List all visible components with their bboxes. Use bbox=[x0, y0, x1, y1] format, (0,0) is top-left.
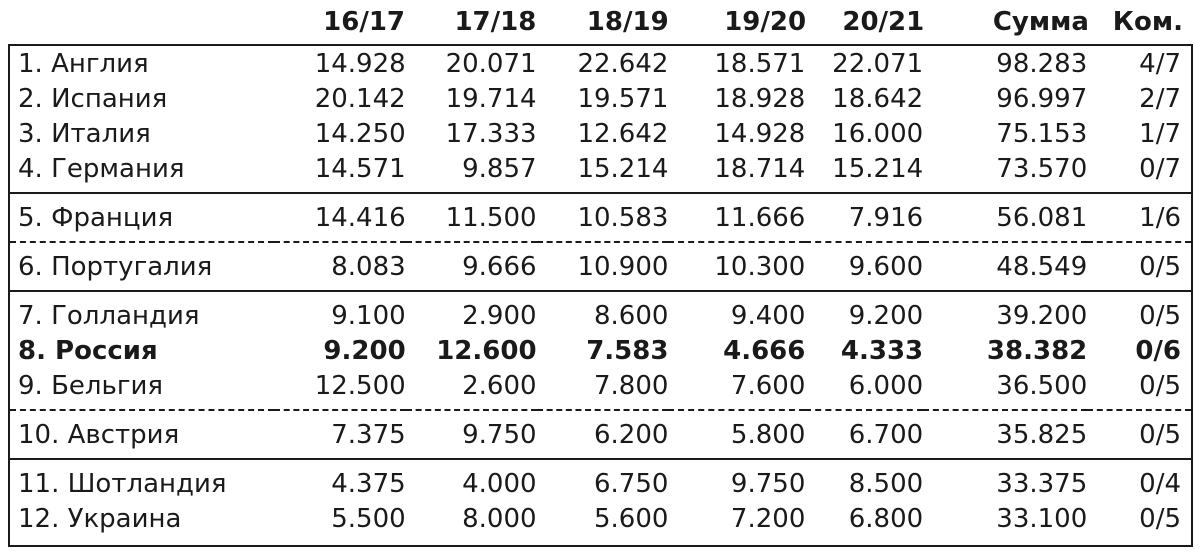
country-name: 9. Бельгия bbox=[18, 370, 164, 401]
value-teams: 4/7 bbox=[1139, 48, 1181, 79]
value-17-18: 20.071 bbox=[445, 48, 537, 79]
value-20-21: 4.333 bbox=[840, 335, 924, 366]
value-17-18: 2.600 bbox=[462, 370, 537, 401]
value-20-21: 16.000 bbox=[832, 118, 924, 149]
value-16-17: 4.375 bbox=[274, 459, 406, 501]
value-19-20: 9.750 bbox=[668, 459, 805, 501]
value-16-17: 14.928 bbox=[314, 48, 406, 79]
value-20-21: 6.800 bbox=[848, 503, 924, 534]
country-name: 3. Италия bbox=[18, 118, 151, 149]
value-16-17: 14.571 bbox=[314, 153, 406, 184]
value-16-17: 9.200 bbox=[323, 335, 406, 366]
value-18-19: 10.583 bbox=[537, 193, 669, 242]
value-19-20: 4.666 bbox=[723, 335, 806, 366]
value-18-19: 15.214 bbox=[577, 153, 669, 184]
value-teams: 0/4 bbox=[1087, 459, 1191, 501]
value-19-20: 7.600 bbox=[730, 370, 806, 401]
value-20-21: 22.071 bbox=[832, 48, 924, 79]
value-sum: 48.549 bbox=[923, 242, 1087, 291]
country-name: 10. Австрия bbox=[10, 410, 274, 459]
value-20-21: 9.200 bbox=[805, 291, 923, 333]
value-16-17: 5.500 bbox=[331, 503, 406, 534]
value-18-19: 12.642 bbox=[577, 118, 669, 149]
value-19-20: 18.928 bbox=[714, 83, 806, 114]
value-17-18: 8.000 bbox=[462, 503, 537, 534]
value-teams: 0/7 bbox=[1139, 153, 1181, 184]
value-17-18: 9.666 bbox=[406, 242, 537, 291]
value-17-18: 17.333 bbox=[445, 118, 537, 149]
value-20-21: 8.500 bbox=[805, 459, 923, 501]
country-name: 11. Шотландия bbox=[10, 459, 274, 501]
value-16-17: 9.100 bbox=[274, 291, 406, 333]
value-teams: 0/5 bbox=[1139, 370, 1181, 401]
table-row[interactable] bbox=[10, 291, 1191, 333]
table-row[interactable] bbox=[10, 368, 1191, 410]
table-row[interactable] bbox=[10, 242, 1191, 291]
value-17-18: 4.000 bbox=[406, 459, 537, 501]
value-19-20: 5.800 bbox=[668, 410, 805, 459]
value-18-19: 7.583 bbox=[586, 335, 669, 366]
value-20-21: 18.642 bbox=[832, 83, 924, 114]
header-empty bbox=[8, 0, 273, 44]
value-18-19: 5.600 bbox=[594, 503, 669, 534]
table-header bbox=[8, 0, 1193, 44]
value-sum: 56.081 bbox=[923, 193, 1087, 242]
value-20-21: 6.000 bbox=[848, 370, 924, 401]
value-16-17: 8.083 bbox=[274, 242, 406, 291]
value-20-21: 15.214 bbox=[832, 153, 924, 184]
value-19-20: 18.571 bbox=[714, 48, 806, 79]
value-19-20: 9.400 bbox=[668, 291, 805, 333]
value-sum: 35.825 bbox=[923, 410, 1087, 459]
header-sum[interactable]: Сумма bbox=[992, 7, 1089, 37]
value-16-17: 14.250 bbox=[314, 118, 406, 149]
value-16-17: 7.375 bbox=[274, 410, 406, 459]
country-name: 6. Португалия bbox=[10, 242, 274, 291]
value-19-20: 18.714 bbox=[714, 153, 806, 184]
value-teams: 1/6 bbox=[1087, 193, 1191, 242]
value-sum: 96.997 bbox=[996, 83, 1088, 114]
value-17-18: 9.857 bbox=[462, 153, 537, 184]
value-18-19: 22.642 bbox=[577, 48, 669, 79]
value-17-18: 19.714 bbox=[445, 83, 537, 114]
country-name: 2. Испания bbox=[18, 83, 168, 114]
value-17-18: 11.500 bbox=[406, 193, 537, 242]
value-sum: 73.570 bbox=[996, 153, 1088, 184]
header-season-17-18[interactable]: 17/18 bbox=[454, 7, 537, 37]
value-sum: 39.200 bbox=[923, 291, 1087, 333]
value-teams: 2/7 bbox=[1139, 83, 1181, 114]
table-row[interactable] bbox=[10, 410, 1191, 459]
value-19-20: 11.666 bbox=[668, 193, 805, 242]
value-18-19: 10.900 bbox=[537, 242, 669, 291]
coefficient-table-body bbox=[10, 46, 1191, 536]
value-18-19: 6.200 bbox=[537, 410, 669, 459]
value-19-20: 7.200 bbox=[730, 503, 806, 534]
header-season-18-19[interactable]: 18/19 bbox=[586, 7, 669, 37]
table-row[interactable] bbox=[10, 151, 1191, 193]
value-16-17: 20.142 bbox=[314, 83, 406, 114]
value-16-17: 14.416 bbox=[274, 193, 406, 242]
value-18-19: 19.571 bbox=[577, 83, 669, 114]
header-season-20-21[interactable]: 20/21 bbox=[842, 7, 925, 37]
table-row[interactable] bbox=[10, 459, 1191, 501]
country-name: 5. Франция bbox=[10, 193, 274, 242]
value-17-18: 12.600 bbox=[436, 335, 537, 366]
value-20-21: 9.600 bbox=[805, 242, 923, 291]
value-19-20: 10.300 bbox=[668, 242, 805, 291]
header-teams[interactable]: Ком. bbox=[1112, 7, 1183, 37]
value-teams: 0/5 bbox=[1087, 291, 1191, 333]
value-sum: 38.382 bbox=[986, 335, 1088, 366]
value-18-19: 8.600 bbox=[537, 291, 669, 333]
value-18-19: 7.800 bbox=[594, 370, 669, 401]
value-teams: 1/7 bbox=[1139, 118, 1181, 149]
country-name: 8. Россия bbox=[18, 335, 158, 366]
table-row[interactable] bbox=[10, 81, 1191, 116]
table-row[interactable] bbox=[10, 501, 1191, 536]
country-name: 1. Англия bbox=[18, 48, 149, 79]
table-row[interactable] bbox=[10, 116, 1191, 151]
header-season-16-17[interactable]: 16/17 bbox=[323, 7, 405, 37]
header-season-19-20[interactable]: 19/20 bbox=[724, 7, 807, 37]
value-teams: 0/5 bbox=[1087, 410, 1191, 459]
value-17-18: 2.900 bbox=[406, 291, 537, 333]
value-teams: 0/6 bbox=[1135, 335, 1181, 366]
value-sum: 33.100 bbox=[996, 503, 1088, 534]
country-name: 12. Украина bbox=[18, 503, 182, 534]
value-sum: 75.153 bbox=[996, 118, 1088, 149]
value-sum: 33.375 bbox=[923, 459, 1087, 501]
table-row[interactable] bbox=[10, 46, 1191, 81]
value-16-17: 12.500 bbox=[314, 370, 406, 401]
value-20-21: 7.916 bbox=[805, 193, 923, 242]
value-teams: 0/5 bbox=[1087, 242, 1191, 291]
table-row-highlighted[interactable] bbox=[10, 333, 1191, 368]
value-18-19: 6.750 bbox=[537, 459, 669, 501]
value-17-18: 9.750 bbox=[406, 410, 537, 459]
value-teams: 0/5 bbox=[1139, 503, 1181, 534]
country-name: 4. Германия bbox=[18, 153, 185, 184]
value-19-20: 14.928 bbox=[714, 118, 806, 149]
country-name: 7. Голландия bbox=[10, 291, 274, 333]
value-sum: 98.283 bbox=[996, 48, 1088, 79]
coefficient-table bbox=[8, 44, 1193, 547]
table-row[interactable] bbox=[10, 193, 1191, 242]
value-sum: 36.500 bbox=[996, 370, 1088, 401]
value-20-21: 6.700 bbox=[805, 410, 923, 459]
